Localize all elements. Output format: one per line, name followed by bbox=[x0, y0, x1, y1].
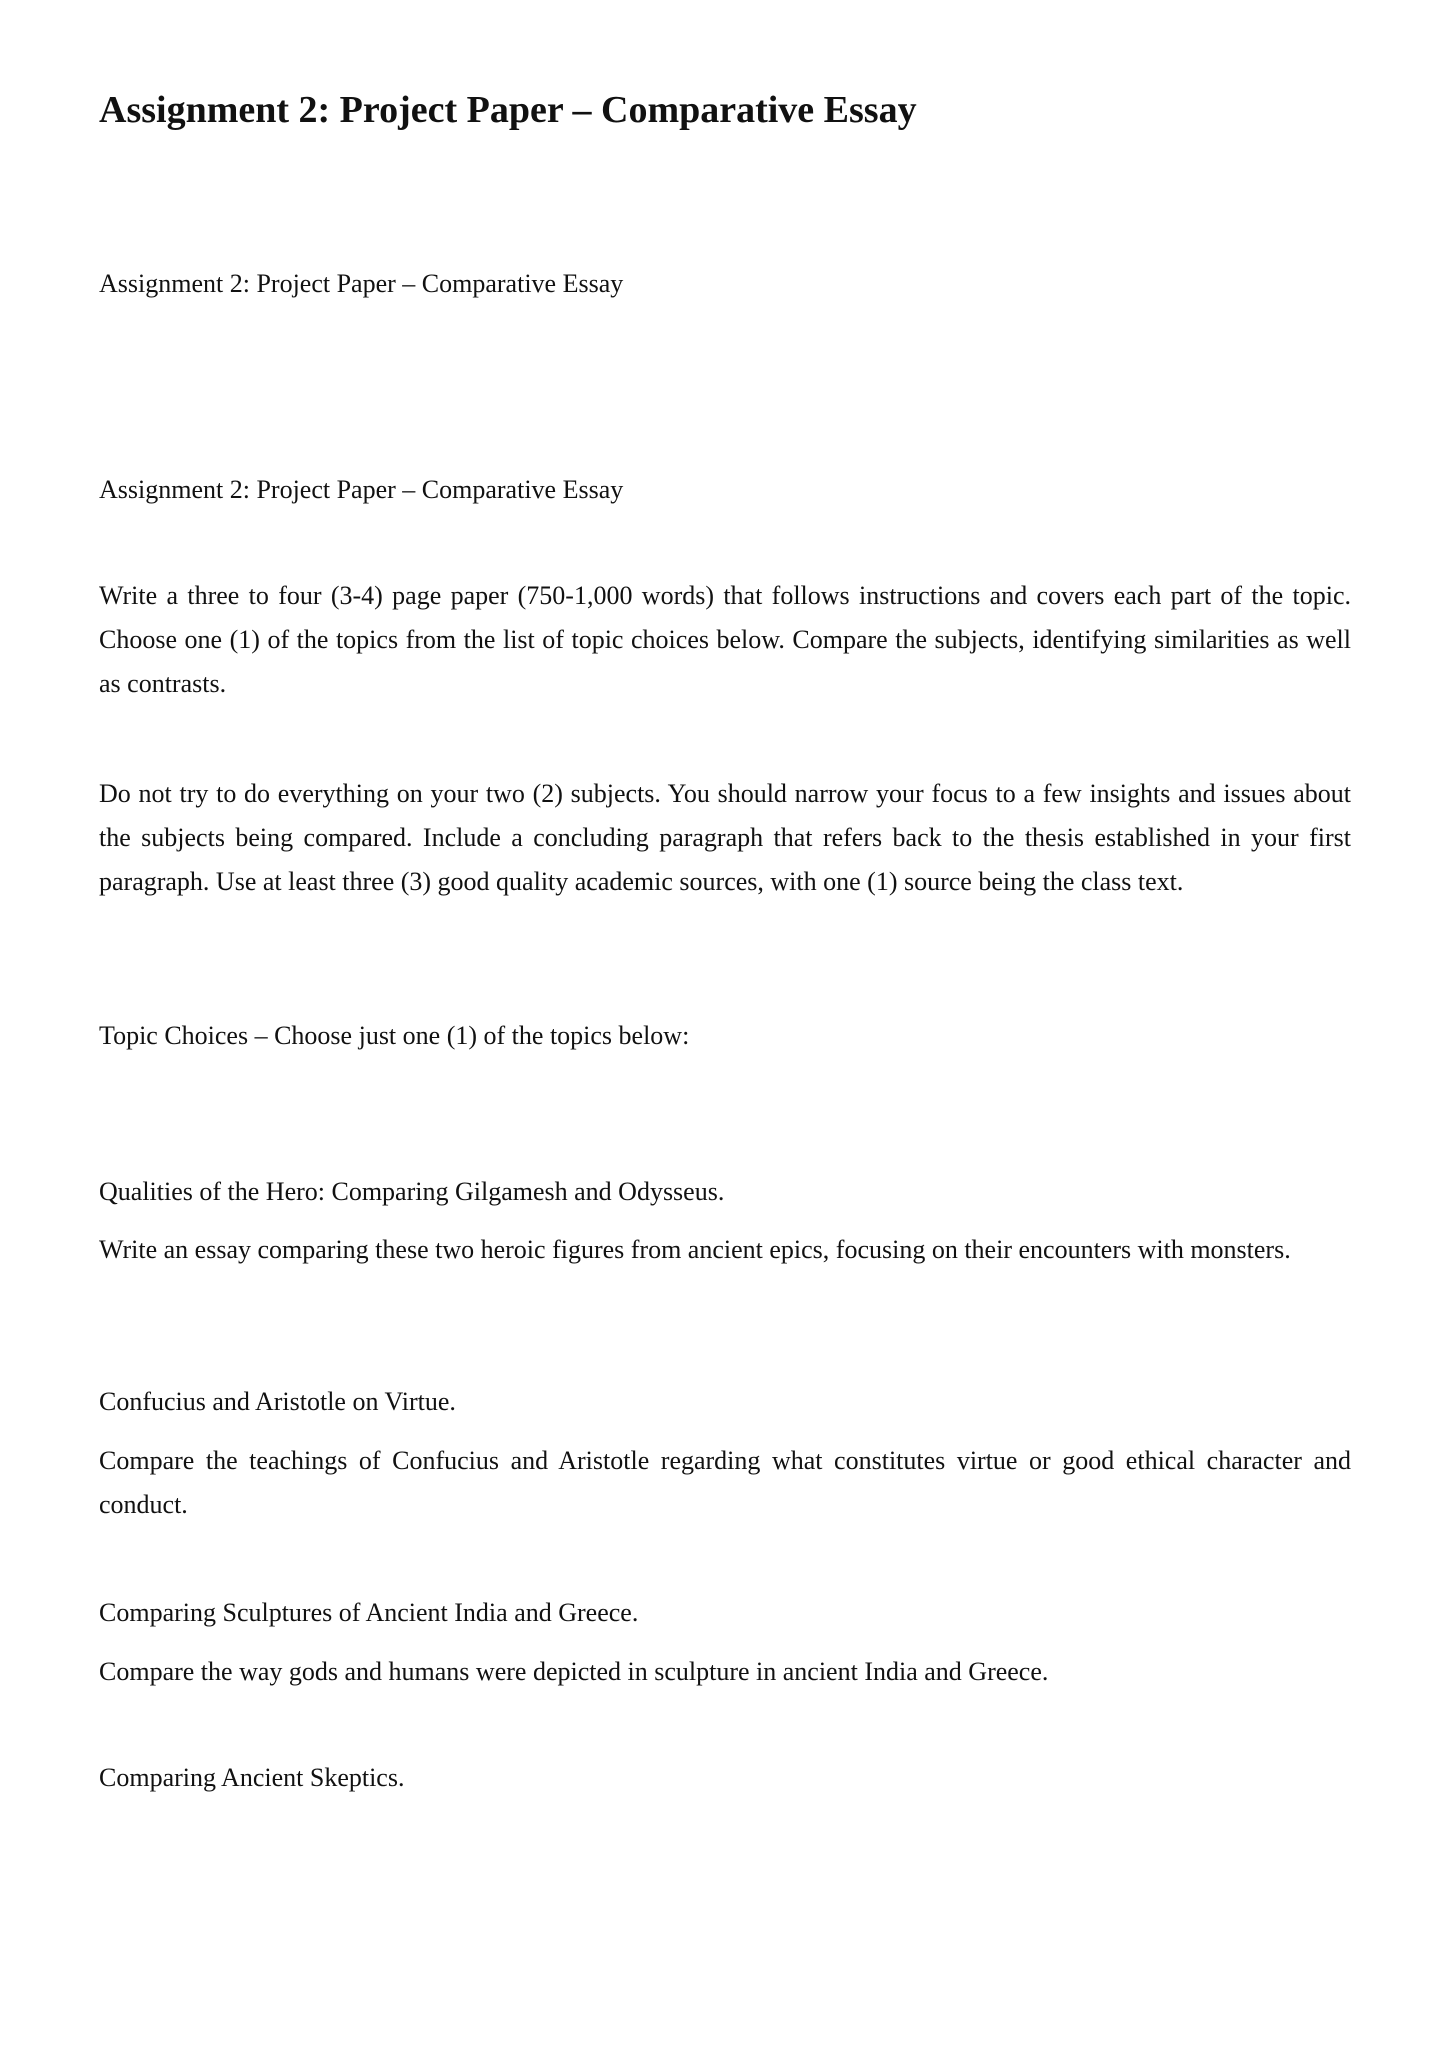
topic-title: Comparing Ancient Skeptics. bbox=[99, 1763, 405, 1792]
document-title: Assignment 2: Project Paper – Comparative Essay bbox=[99, 89, 917, 131]
document-subtitle: Assignment 2: Project Paper – Comparative Essay bbox=[99, 269, 624, 298]
topic-description: Compare the teachings of Confucius and Aristotle regarding what constitutes virtue or good ethical character and conduct. bbox=[99, 1446, 1351, 1519]
document-subtitle-repeat: Assignment 2: Project Paper – Comparative Essay bbox=[99, 475, 624, 504]
focus-paragraph: Do not try to do everything on your two (2) subjects. You should narrow your focus to a few insights and issues about the subjects being compared. Include a concluding paragraph that refers back to the thesis established in your first paragraph. Use at least three (3) good quality academic sources, with one (1) source being the class text. bbox=[99, 779, 1351, 896]
topic-title: Confucius and Aristotle on Virtue. bbox=[99, 1387, 456, 1416]
topic-description: Write an essay comparing these two heroic figures from ancient epics, focusing on their encounters with monsters. bbox=[99, 1235, 1291, 1264]
topic-description: Compare the way gods and humans were depicted in sculpture in ancient India and Greece. bbox=[99, 1657, 1049, 1686]
intro-paragraph: Write a three to four (3-4) page paper (750-1,000 words) that follows instructions and covers each part of the topic. Choose one (1) of the topics from the list of topic choices below. Compare the subjects, identifying similarities as well as contrasts. bbox=[99, 581, 1351, 698]
topics-heading: Topic Choices – Choose just one (1) of the topics below: bbox=[99, 1021, 690, 1050]
topic-title: Comparing Sculptures of Ancient India and Greece. bbox=[99, 1598, 639, 1627]
topic-title: Qualities of the Hero: Comparing Gilgamesh and Odysseus. bbox=[99, 1177, 725, 1206]
